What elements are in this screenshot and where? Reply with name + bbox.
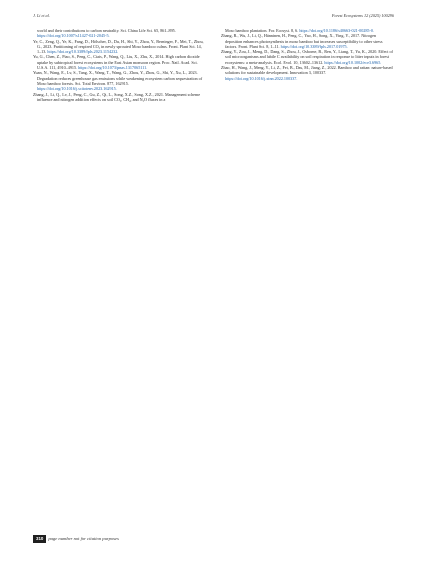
- references-right-column: [221, 28, 393, 81]
- running-header: [33, 13, 394, 21]
- reference-entry: [33, 92, 205, 103]
- reference-text: Moso bamboo plantation. For. Ecosyst. 8, 6.: [225, 28, 299, 33]
- reference-text: Yu, G., Chen, Z., Piao, S., Peng, C., Ciais, P., Wang, Q., Liu, X., Zhu, X., 2014. High carbon dioxide uptake by subtropical forest ecosystems in the East Asian monsoon region. Proc. Natl. Acad. Sci. U.S.A. 111, 4910–4915.: [33, 54, 200, 71]
- reference-text: world and their contributions to carbon neutrality. Sci. China Life Sci. 65, 861–895.: [37, 28, 176, 33]
- header-authors: J. Li et al.: [33, 13, 50, 18]
- doi-link[interactable]: https://doi.org/10.1016/j.xinn.2022.100337.: [225, 75, 298, 81]
- reference-entry: [33, 54, 205, 70]
- reference-text: Zhang, Y., Zou, J., Meng, D., Dang, S., Zhou, J., Osborne, B., Ren, Y., Liang, T., Yu, K., 2020. Effect of soil microorganisms and labile C availability on soil respiration in response to litter inputs in forest ecosystems: a meta-analysis. Ecol. Evol. 10, 13602–13612.: [221, 49, 393, 65]
- reference-entry: [33, 39, 205, 55]
- reference-entry: [221, 33, 393, 49]
- doi-link[interactable]: https://doi.org/10.1186/s40663-021-00285-0.: [299, 28, 374, 33]
- reference-entry: [33, 70, 205, 91]
- references-left-column: [33, 28, 205, 102]
- page-number-badge: 310: [33, 535, 46, 543]
- reference-text: Ye, C., Zeng, Q., Ye, K., Fang, D., Hölscher, D., Du, H., Shi, Y., Zhou, Y., Berninger, F., Mei, T., Zhou, G., 2023. Partitioning of respired CO₂ in newly sprouted Moso bamboo culms. Front. Plant Sci. 14, 1–13.: [33, 38, 204, 55]
- footer-note: page number not for citation purposes: [48, 536, 119, 541]
- doi-link[interactable]: https://doi.org/10.1007/s11427-021-2045-5.: [37, 33, 110, 39]
- reference-text: Zhao, H., Wang, J., Meng, Y., Li, Z., Fei, B., Das, M., Jiang, Z., 2022. Bamboo and rattan: nature-based solutions for sustainable development. Innovation 3, 100337.: [221, 65, 393, 76]
- doi-link[interactable]: https://doi.org/10.1073/pnas.1317065111.: [78, 65, 148, 71]
- reference-text: Zhang, R., Wu, J., Li, Q., Hänninen, H., Peng, C., Yao, H., Song, X., Ying, Y., 2017. Nitrogen deposition enhances photosynthesis in moso bamboo but increases susceptibility to other stress factors. Front. Plant Sci. 8, 1–11.: [221, 33, 383, 49]
- page-footer: [33, 535, 119, 543]
- header-journal: Forest Ecosystems 12 (2025) 100296: [331, 13, 394, 18]
- reference-entry: [221, 49, 393, 65]
- reference-text: Yuan, N., Wang, E., Lv, S., Tang, X., Wang, T., Wang, G., Zhou, Y., Zhou, G., Shi, Y., Xu, L., 2023. Degradation reduces greenhouse gas emissions while weakening ecosystem carbon sequestration of Moso bamboo forests. Sci. Total Environ. 877, 162915.: [33, 70, 203, 86]
- doi-link[interactable]: https://doi.org/10.1016/j.scitotenv.2023.162915.: [37, 86, 117, 92]
- reference-entry: [33, 28, 205, 39]
- doi-link[interactable]: https://doi.org/10.3389/fpls.2017.01975.: [280, 43, 348, 49]
- reference-text: Zhang, J., Li, Q., Lv, J., Peng, C., Gu, Z., Qi, L., Song, X.Z., Song, X.Z., 2021. Management scheme influence and nitrogen addition effects on soil CO₂, CH₄, and N₂O fluxes in a: [33, 91, 201, 102]
- doi-link[interactable]: https://doi.org/10.1002/ece3.6965.: [324, 59, 382, 65]
- reference-entry: [221, 65, 393, 81]
- doi-link[interactable]: https://doi.org/10.3389/fpls.2023.1154232.: [47, 49, 119, 55]
